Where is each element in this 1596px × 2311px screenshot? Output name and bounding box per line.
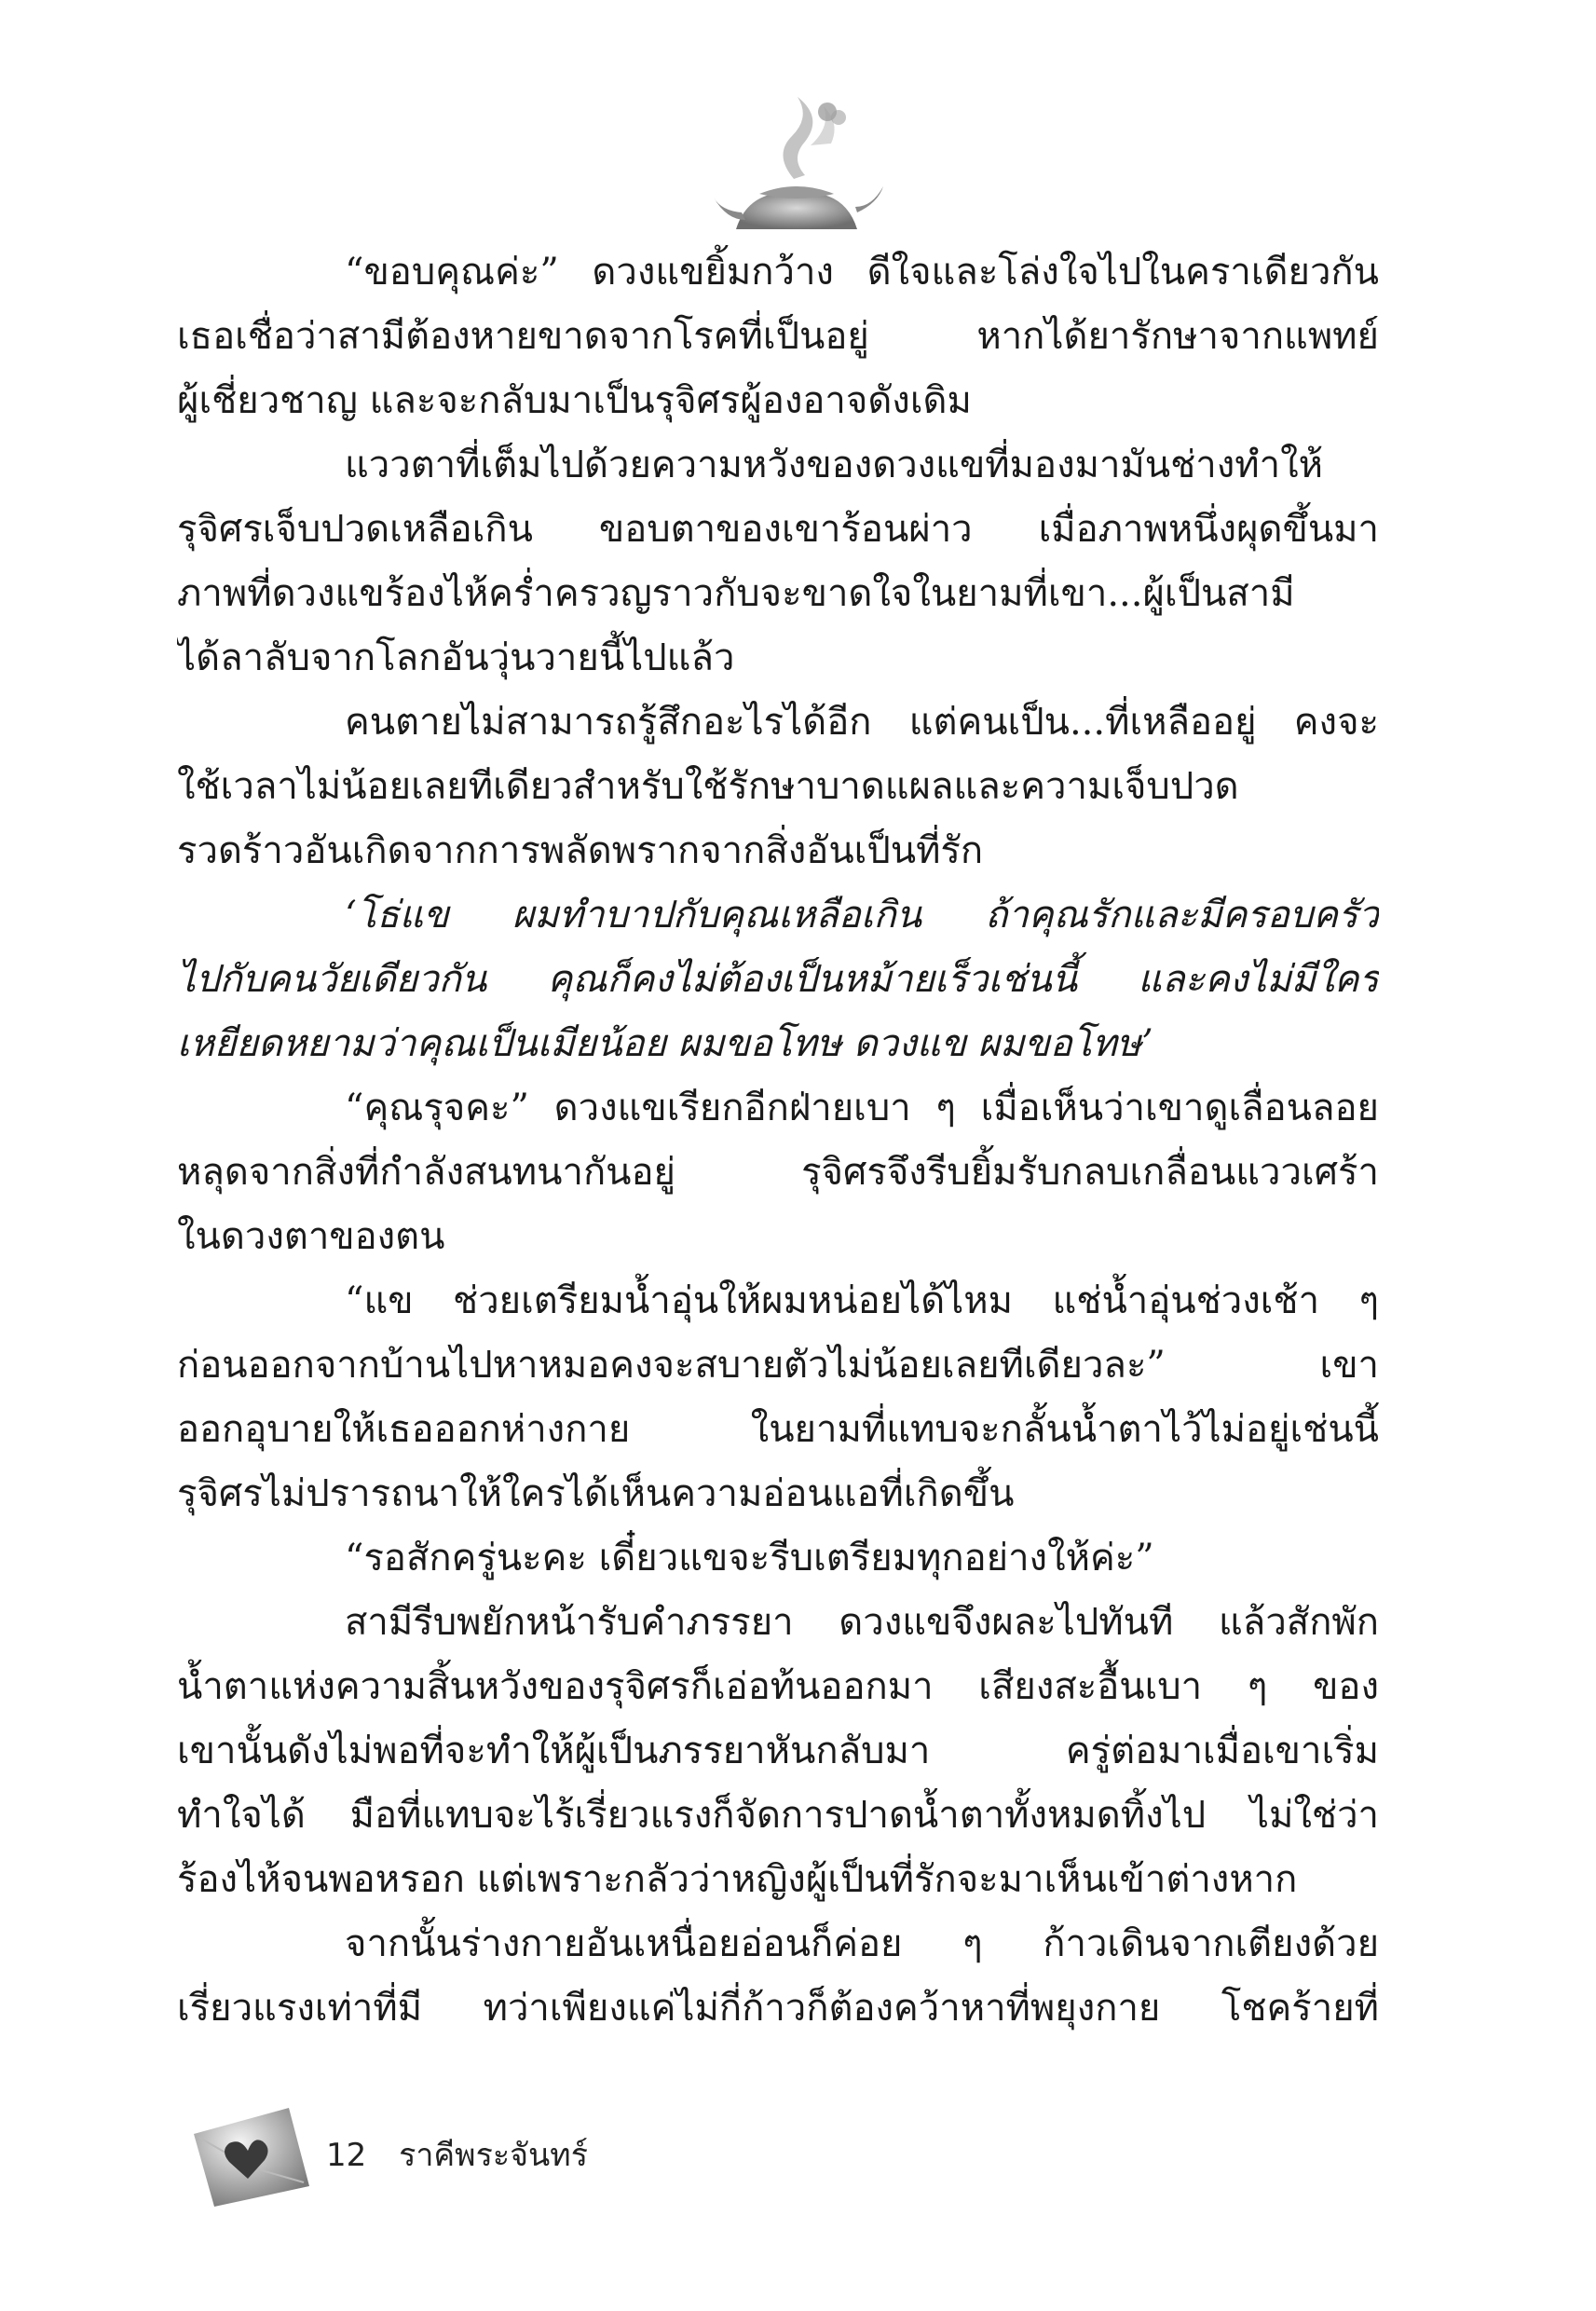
text-line: รุจิศรไม่ปรารถนาให้ใครได้เห็นความอ่อนแอที่เกิดขึ้น (177, 1472, 1015, 1515)
text-line: ใช้เวลาไม่น้อยเลยทีเดียวสำหรับใช้รักษาบาดแผลและความเจ็บปวด (177, 765, 1239, 808)
text-line: “รอสักครู่นะคะ เดี๋ยวแขจะรีบเตรียมทุกอย่างให้ค่ะ” (345, 1537, 1154, 1579)
text-line: ทำใจได้ มือที่แทบจะไร้เรี่ยวแรงก็จัดการปาดน้ำตาทั้งหมดทิ้งไป ไม่ใช่ว่า (177, 1794, 1379, 1837)
text-line: ก่อนออกจากบ้านไปหาหมอคงจะสบายตัวไม่น้อยเลยทีเดียวละ” เขา (177, 1344, 1379, 1387)
heart-envelope-icon (186, 2097, 317, 2208)
text-line: ผู้เชี่ยวชาญ และจะกลับมาเป็นรุจิศรผู้องอาจดังเดิม (177, 379, 972, 422)
text-line: รุจิศรเจ็บปวดเหลือเกิน ขอบตาของเขาร้อนผ่าว เมื่อภาพหนึ่งผุดขึ้นมา (177, 508, 1379, 551)
text-line: ได้ลาลับจากโลกอันวุ่นวายนี้ไปแล้ว (177, 636, 735, 679)
text-line: เหยียดหยามว่าคุณเป็นเมียน้อย ผมขอโทษ ดวงแข ผมขอโทษ’ (177, 1022, 1153, 1065)
text-line: สามีรีบพยักหน้ารับคำภรรยา ดวงแขจึงผละไปทันที แล้วสักพัก (345, 1601, 1379, 1644)
text-line: เธอเชื่อว่าสามีต้องหายขาดจากโรคที่เป็นอยู่ หากได้ยารักษาจากแพทย์ (177, 315, 1379, 358)
text-line: ภาพที่ดวงแขร้องไห้คร่ำครวญราวกับจะขาดใจในยามที่เขา...ผู้เป็นสามี (177, 572, 1295, 615)
text-line: “แข ช่วยเตรียมน้ำอุ่นให้ผมหน่อยได้ไหม แช่น้ำอุ่นช่วงเช้า ๆ (345, 1279, 1379, 1322)
book-title: ราคีพระจันทร์ (399, 2137, 588, 2174)
body-text (177, 240, 1379, 2041)
text-line: เรี่ยวแรงเท่าที่มี ทว่าเพียงแค่ไม่กี่ก้าวก็ต้องคว้าหาที่พยุงกาย โชคร้ายที่ (177, 1987, 1379, 2030)
text-line: จากนั้นร่างกายอันเหนื่อยอ่อนก็ค่อย ๆ ก้าวเดินจากเตียงด้วย (345, 1922, 1379, 1965)
text-line: เขานั้นดังไม่พอที่จะทำให้ผู้เป็นภรรยาหันกลับมา ครู่ต่อมาเมื่อเขาเริ่ม (177, 1730, 1379, 1772)
text-line: “คุณรุจคะ” ดวงแขเรียกอีกฝ่ายเบา ๆ เมื่อเห็นว่าเขาดูเลื่อนลอย (345, 1087, 1379, 1129)
magic-lamp-ornament-icon (708, 89, 885, 229)
text-line: ไปกับคนวัยเดียวกัน คุณก็คงไม่ต้องเป็นหม้ายเร็วเช่นนี้ และคงไม่มีใคร (177, 958, 1379, 1001)
text-line: รวดร้าวอันเกิดจากการพลัดพรากจากสิ่งอันเป็นที่รัก (177, 829, 984, 872)
text-line: น้ำตาแห่งความสิ้นหวังของรุจิศรก็เอ่อท้นออกมา เสียงสะอื้นเบา ๆ ของ (177, 1665, 1379, 1708)
page-footer (326, 2132, 588, 2179)
text-line: ร้องไห้จนพอหรอก แต่เพราะกลัวว่าหญิงผู้เป็นที่รักจะมาเห็นเข้าต่างหาก (177, 1858, 1298, 1901)
text-line: แววตาที่เต็มไปด้วยความหวังของดวงแขที่มองมามันช่างทำให้ (345, 444, 1323, 486)
page-number: 12 (326, 2137, 367, 2174)
text-line: ในดวงตาของตน (177, 1215, 445, 1258)
text-line: “ขอบคุณค่ะ” ดวงแขยิ้มกว้าง ดีใจและโล่งใจไปในคราเดียวกัน (345, 251, 1379, 294)
text-line: ออกอุบายให้เธอออกห่างกาย ในยามที่แทบจะกลั้นน้ำตาไว้ไม่อยู่เช่นนี้ (177, 1408, 1379, 1451)
text-line: ‘โธ่แข ผมทำบาปกับคุณเหลือเกิน ถ้าคุณรักและมีครอบครัว (345, 894, 1379, 937)
text-line: หลุดจากสิ่งที่กำลังสนทนากันอยู่ รุจิศรจึงรีบยิ้มรับกลบเกลื่อนแววเศร้า (177, 1151, 1379, 1194)
text-line: คนตายไม่สามารถรู้สึกอะไรได้อีก แต่คนเป็น...ที่เหลืออยู่ คงจะ (345, 701, 1379, 744)
